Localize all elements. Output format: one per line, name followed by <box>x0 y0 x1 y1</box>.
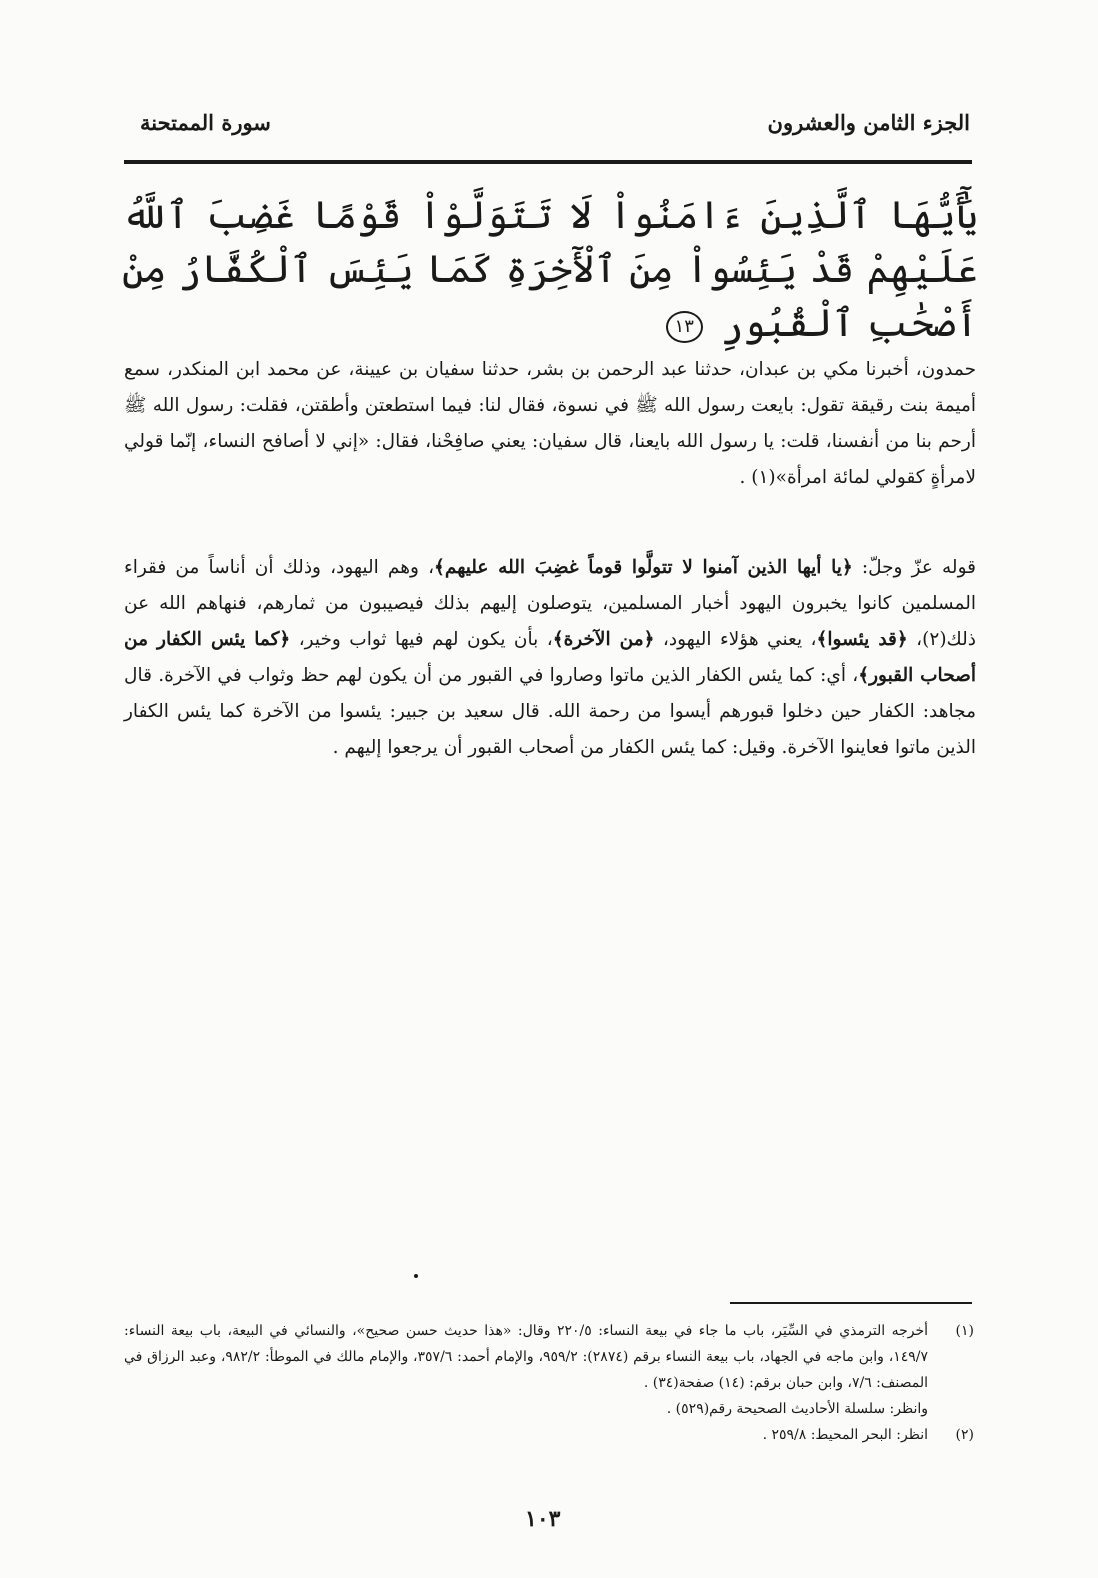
footnote-number: (١) <box>955 1323 974 1339</box>
quoted-verse: ﴿كما يئس الكفار من أصحاب القبور﴾ <box>124 629 976 686</box>
running-header-part: الجزء الثامن والعشرون <box>767 110 970 135</box>
verse-number-marker: ١٣ <box>666 311 703 343</box>
hadith-paragraph: حمدون، أخبرنا مكي بن عبدان، حدثنا عبد الرحمن بن بشر، حدثنا سفيان بن عيينة، عن محمد ابن المنكدر، سمع أميمة بنت رقيقة تقول: بايعت رسول الله ﷺ في نسوة، فقال لنا: فيما استطعتن وأطقتن، فقلت: رسول الله ﷺ أرحم بنا من أنفسنا، قلت: يا رسول الله بايعنا، قال سفيان: يعني صافِحْنا، فقال: «إني لا أصافح النساء، إنّما قولي لامرأةٍ كقولي لمائة امرأة»(١) . <box>124 359 976 488</box>
text-segment: قوله عزّ وجلّ: <box>852 557 976 578</box>
speck <box>414 1274 418 1278</box>
quran-verse <box>122 188 978 350</box>
footnote-2 <box>124 1422 974 1448</box>
running-header-surah: سورة الممتحنة <box>140 110 271 135</box>
footnotes <box>124 1318 974 1448</box>
footnote-text: أخرجه الترمذي في السِّيَر، باب ما جاء في بيعة النساء: ٢٢٠/٥ وقال: «هذا حديث حسن صحيح»، والنسائي في البيعة، باب بيعة النساء: ١٤٩/٧، وابن ماجه في الجهاد، باب بيعة النساء برقم (٢٨٧٤): ٩٥٩/٢، والإمام أحمد: ٣٥٧/٦، والإمام مالك في الموطأ: ٩٨٢/٢، وعبد الرزاق في المصنف: ٧/٦، وابن حبان برقم: (١٤) صفحة(٣٤) . <box>124 1323 929 1391</box>
footnote-text: انظر: البحر المحيط: ٢٥٩/٨ . <box>762 1427 928 1443</box>
footnote-number: (٢) <box>955 1427 974 1443</box>
footnote-rule <box>730 1302 972 1304</box>
text-segment: ، أي: كما يئس الكفار الذين ماتوا وصاروا في القبور من أن يكون لهم حظ وثواب في الآخرة. قال مجاهد: الكفار حين دخلوا قبورهم أيسوا من رحمة الله. قال سعيد بن جبير: يئسوا من الآخرة كما يئس الكفار الذين ماتوا فعاينوا الآخرة. وقيل: كما يئس الكفار من أصحاب القبور أن يرجعوا إليهم . <box>124 665 976 758</box>
quoted-verse: ﴿من الآخرة﴾ <box>552 629 655 650</box>
header-rule <box>124 160 972 164</box>
footnote-1-continuation: وانظر: سلسلة الأحاديث الصحيحة رقم(٥٢٩) . <box>666 1401 928 1417</box>
text-segment: ، وهم اليهود، وذلك أن أناساً من فقراء المسلمين كانوا يخبرون اليهود أخبار المسلمين، يتوصلون إليهم بذلك فيصيبون من ثمارهم، فنهاهم الله عن ذلك(٢)، <box>124 557 976 650</box>
text-segment: ، يعني هؤلاء اليهود، <box>654 629 817 650</box>
footnote-1 <box>124 1318 974 1396</box>
tafsir-paragraph <box>124 550 976 766</box>
verse-text: يَٰٓأَيُّهَا ٱلَّذِينَ ءَامَنُواْ لَا تَتَوَلَّوْاْ قَوْمًا غَضِبَ ٱللَّهُ عَلَيْهِمْ قَدْ يَئِسُواْ مِنَ ٱلْأٓخِرَةِ كَمَا يَئِسَ ٱلْكُفَّارُ مِنْ أَصْحَٰبِ ٱلْقُبُورِ <box>122 193 978 345</box>
text-segment: ، بأن يكون لهم فيها ثواب وخير، <box>290 629 553 650</box>
quoted-verse: ﴿يا أيها الذين آمنوا لا تتولَّوا قوماً غضِبَ الله عليهم﴾ <box>434 557 853 578</box>
quoted-verse: ﴿قد يئسوا﴾ <box>816 629 908 650</box>
page-number: ١٠٣ <box>525 1506 561 1532</box>
